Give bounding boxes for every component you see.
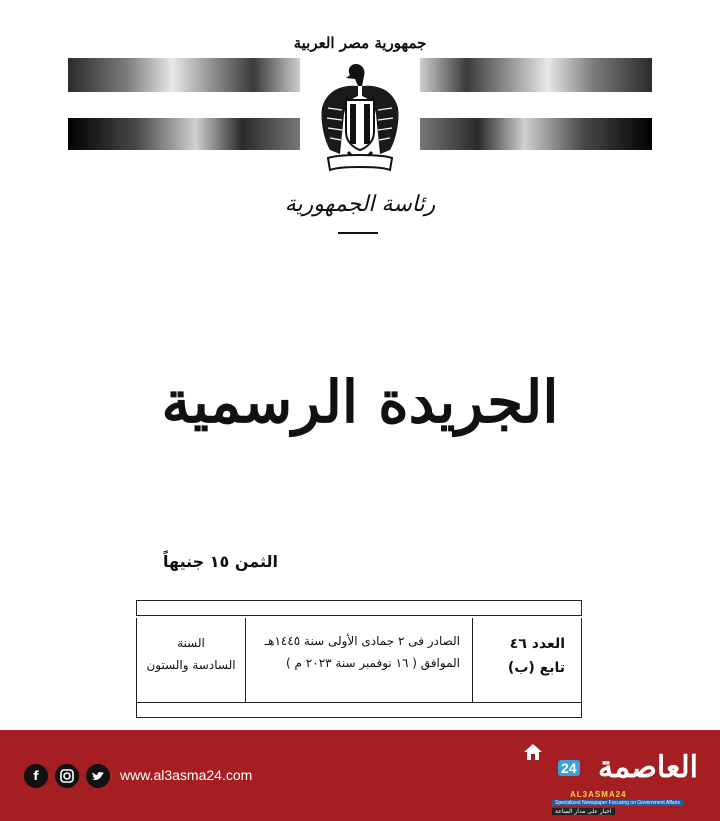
brand-logo[interactable] — [510, 738, 700, 816]
table-top-bar — [136, 600, 582, 616]
issue-info-table — [136, 618, 582, 702]
issue-cell — [473, 618, 583, 702]
brand-number: 24 — [558, 760, 580, 776]
presidency-heading: رئاسة الجمهورية — [284, 192, 436, 217]
republic-heading: جمهورية مصر العربية — [293, 34, 427, 52]
year-value: السادسة والستون — [146, 658, 236, 672]
issue-supplement: تابع (ب) — [507, 660, 565, 676]
site-url-link[interactable]: www.al3asma24.com — [120, 767, 253, 783]
presidency-underline — [338, 232, 378, 234]
egypt-eagle-emblem-icon — [300, 58, 420, 178]
year-cell — [137, 618, 245, 702]
twitter-icon[interactable] — [86, 764, 110, 788]
gazette-title: الجريدة الرسمية — [161, 368, 559, 436]
price-label: الثمن ١٥ جنيهاً — [163, 552, 278, 571]
house-icon — [522, 742, 544, 762]
issue-number: العدد ٤٦ — [509, 636, 565, 652]
site-footer-banner — [0, 730, 720, 821]
hijri-date: الصادر فى ٢ جمادى الأولى سنة ١٤٤٥هـ — [264, 634, 460, 648]
facebook-icon[interactable]: f — [24, 764, 48, 788]
brand-latin-name: AL3ASMA24 — [570, 790, 627, 799]
flag-stripe-bottom-left — [68, 118, 300, 150]
date-cell — [245, 618, 473, 702]
flag-stripe-bottom-right — [420, 118, 652, 150]
year-label: السنة — [177, 636, 205, 650]
instagram-icon[interactable] — [55, 764, 79, 788]
flag-stripe-top-left — [68, 58, 300, 92]
flag-stripe-top-right — [420, 58, 652, 92]
brand-tagline-ar: اخبار على مدار الساعة — [552, 808, 615, 815]
table-bottom-bar — [136, 702, 582, 718]
brand-name: العاصمة — [598, 750, 698, 785]
gregorian-date: الموافق ( ١٦ نوفمبر سنة ٢٠٢٣ م ) — [286, 656, 460, 670]
brand-tagline-en: Specialized Newspaper Focusing on Government Affairs — [552, 800, 683, 806]
